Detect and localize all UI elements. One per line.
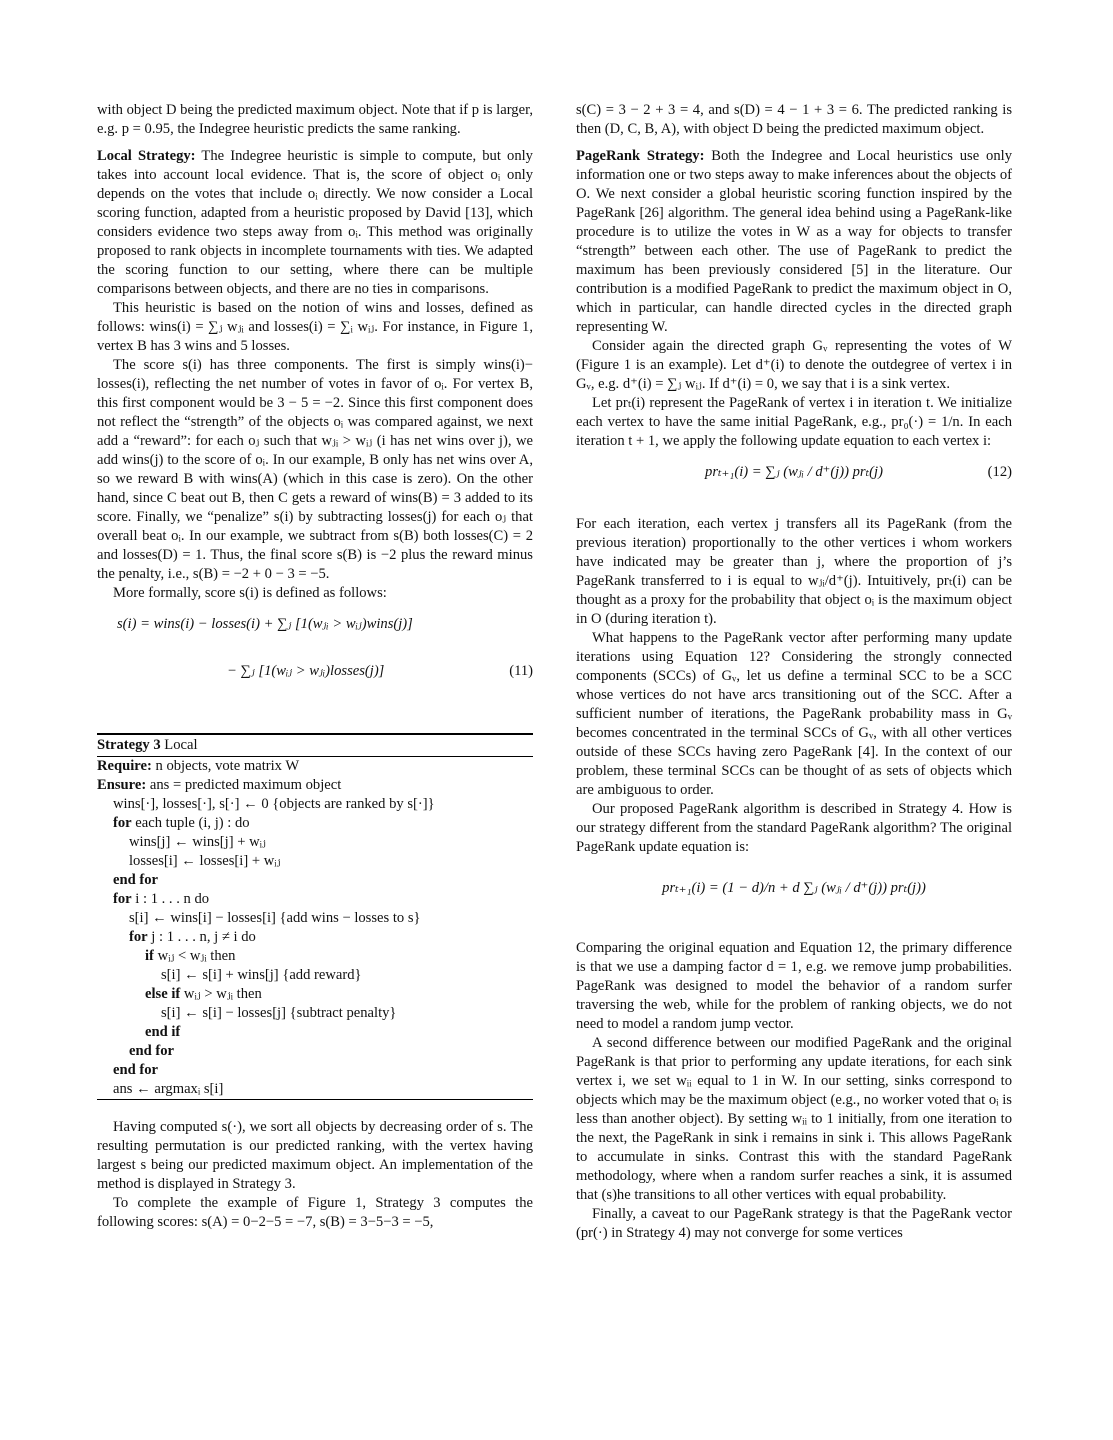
right-column: [576, 101, 1012, 1243]
algorithm-text: wins[j] ← wins[j] + wᵢⱼ: [129, 834, 266, 850]
algorithm-keyword: end for: [113, 1062, 158, 1078]
algorithm-line: [97, 776, 533, 795]
paragraph: Finally, a caveat to our PageRank strategy is that the PageRank vector (pr(·) in Strategy 4) may not converge for some vertices: [576, 1206, 1012, 1241]
equation-12: prₜ₊₁(i) = ∑ⱼ (wⱼᵢ / d⁺(j)) prₜ(j) (12): [705, 464, 1012, 480]
algorithm-text: i : 1 . . . n do: [131, 891, 210, 907]
algorithm-line: [97, 814, 533, 833]
paragraph: Let prₜ(i) represent the PageRank of vertex i in iteration t. We initialize each vertex to have the same initial PageRank, e.g., pr₀(·) = 1/n. In each iteration t + 1, we apply the following update equation to each vertex i:: [576, 395, 1012, 449]
algorithm-keyword: else if: [145, 986, 181, 1002]
algorithm-body: [97, 757, 533, 1099]
paragraph: Comparing the original equation and Equation 12, the primary difference is that we use a damping factor d = 1, e.g. we remove jump probabilities. PageRank was designed to model the behavior of a random surfer traversing the web, while for the problem of ranking objects, we do not need to model a random jump vector.: [576, 940, 1012, 1032]
algorithm-line: [97, 1042, 533, 1061]
algorithm-text: each tuple (i, j) : do: [131, 815, 250, 831]
left-column: [97, 101, 533, 1232]
algorithm-line: [97, 966, 533, 985]
algorithm-keyword: for: [113, 815, 132, 831]
algorithm-text: ans = predicted maximum object: [146, 777, 342, 793]
algorithm-text: losses[i] ← losses[i] + wᵢⱼ: [129, 853, 281, 869]
algorithm-line: [97, 985, 533, 1004]
paragraph: The score s(i) has three components. The first is simply wins(i)− losses(i), reflecting the net number of votes in favor of oᵢ. For vertex B, this first component would be 3 − 5 = −2. Since this first component does not reflect the “strength” of the objects oᵢ was compared against, we next add a “reward”: for each oⱼ such that wⱼᵢ > wᵢⱼ (i has net wins over j), we add wins(j) to the score of oᵢ. In our example, B only has net wins over A, so we reward B with wins(A) (which in this case is zero). On the other hand, since C beat out B, then C gets a reward of wins(B) = 3 added to its score. Finally, we “penalize” s(i) by subtracting losses(j) for each oⱼ that overall beat oᵢ. In our example, we subtract from s(B) both losses(C) = 2 and losses(D) = 1. Thus, the final score s(B) is −2 plus the reward minus the penalty, i.e., s(B) = −2 + 0 − 3 = −5.: [97, 357, 533, 582]
equation-number: (11): [509, 663, 533, 679]
algorithm-text: j : 1 . . . n, j ≠ i do: [147, 929, 256, 945]
algorithm-text: s[i] ← s[i] + wins[j] {add reward}: [161, 967, 362, 983]
paragraph: For each iteration, each vertex j transfers all its PageRank (from the previous iteration) proportionally to the other vertices i whom workers have indicated may be greater than j, where the proportion of j’s PageRank transferred to i is equal to wⱼᵢ/d⁺(j). Intuitively, prₜ(i) can be thought as a proxy for the probability that object oᵢ is the maximum object in O (during iteration t).: [576, 516, 1012, 627]
algorithm-line: [97, 1080, 533, 1099]
algorithm-strategy-3: [97, 733, 533, 1100]
algorithm-line: [97, 833, 533, 852]
algorithm-text: wins[·], losses[·], s[·] ← 0 {objects are ranked by s[·]}: [113, 796, 435, 812]
equation-11: s(i) = wins(i) − losses(i) + ∑ⱼ [1(wⱼᵢ > wᵢⱼ)wins(j)] − ∑ⱼ [1(wᵢⱼ > wⱼᵢ)losses(j)] (11): [117, 616, 533, 679]
algorithm-text: s[i] ← wins[i] − losses[i] {add wins − losses to s}: [129, 910, 421, 926]
algorithm-line: [97, 795, 533, 814]
algorithm-line: [97, 1004, 533, 1023]
algorithm-keyword: Require:: [97, 758, 152, 774]
algorithm-text: s[i] ← s[i] − losses[j] {subtract penalty}: [161, 1005, 397, 1021]
algorithm-keyword: for: [129, 929, 148, 945]
paragraph-local-strategy: Local Strategy: The Indegree heuristic is simple to compute, but only takes into account local evidence. That is, the score of object oᵢ only depends on the votes that include oᵢ directly. We now consider a Local scoring function, adapted from a heuristic proposed by David [13], which considers evidence two steps away from oᵢ. This method was originally proposed to rank objects in incomplete tournaments with ties. We adapted the scoring function to our setting, where there can be multiple comparisons between objects, and there are no ties in comparisons.: [97, 148, 533, 297]
algorithm-line: [97, 947, 533, 966]
algorithm-line: [97, 928, 533, 947]
algorithm-line: [97, 871, 533, 890]
paragraph-pagerank-strategy: PageRank Strategy: Both the Indegree and Local heuristics use only information one or two steps away to make inferences about the objects of O. We next consider a global heuristic scoring function inspired by the PageRank [26] algorithm. The general idea behind using a PageRank-like procedure is to utilize the votes in W as a way for objects to transfer “strength” between each other. The use of PageRank to predict the maximum has been previously considered [5] in the literature. Our contribution is a modified PageRank to predict the maximum object in O, which in particular, can handle directed cycles in the directed graph representing W.: [576, 148, 1012, 335]
paragraph: To complete the example of Figure 1, Strategy 3 computes the following scores: s(A) = 0−2−5 = −7, s(B) = 3−5−3 = −5,: [97, 1195, 533, 1230]
algorithm-keyword: Ensure:: [97, 777, 147, 793]
equation-original-pagerank: prₜ₊₁(i) = (1 − d)/n + d ∑ⱼ (wⱼᵢ / d⁺(j)) prₜ(j)): [662, 880, 926, 896]
algorithm-line: [97, 757, 533, 776]
section-heading: Local Strategy:: [97, 148, 196, 164]
algorithm-text: n objects, vote matrix W: [151, 758, 300, 774]
section-heading: PageRank Strategy:: [576, 148, 705, 164]
paragraph: What happens to the PageRank vector after performing many update iterations using Equation 12? Considering the strongly connected components (SCCs) of Gᵥ, let us define a terminal SCC to be a SCC whose vertices do not have arcs transitioning out of the SCC. After a sufficient number of iterations, the PageRank probability mass in Gᵥ becomes concentrated in the terminal SCCs of Gᵥ, with all other vertices outside of these SCCs having zero PageRank [4]. In the context of our problem, these terminal SCCs can be thought of as sets of objects which are ambiguous to order.: [576, 630, 1012, 798]
paragraph: with object D being the predicted maximum object. Note that if p is larger, e.g. p = 0.95, the Indegree heuristic predicts the same ranking.: [97, 102, 533, 137]
algorithm-keyword: for: [113, 891, 132, 907]
algorithm-keyword: end for: [113, 872, 158, 888]
paragraph: Consider again the directed graph Gᵥ representing the votes of W (Figure 1 is an example). Let d⁺(i) to denote the outdegree of vertex i in Gᵥ, e.g. d⁺(i) = ∑ⱼ wᵢⱼ. If d⁺(i) = 0, we say that i is a sink vertex.: [576, 338, 1012, 392]
algorithm-text: ans ← argmaxᵢ s[i]: [113, 1081, 224, 1097]
paragraph: More formally, score s(i) is defined as follows:: [113, 585, 387, 601]
paragraph: s(C) = 3 − 2 + 3 = 4, and s(D) = 4 − 1 + 3 = 6. The predicted ranking is then (D, C, B, A), with object D being the predicted maximum object.: [576, 102, 1012, 137]
paragraph: This heuristic is based on the notion of wins and losses, defined as follows: wins(i) = ∑ⱼ wⱼᵢ and losses(i) = ∑ᵢ wᵢⱼ. For instance, in Figure 1, vertex B has 3 wins and 5 losses.: [97, 300, 533, 354]
paragraph: Having computed s(·), we sort all objects by decreasing order of s. The resulting permutation is our predicted ranking, with the vertex having largest s being our predicted maximum object. An implementation of the method is displayed in Strategy 3.: [97, 1119, 533, 1192]
algorithm-line: [97, 909, 533, 928]
paragraph: Our proposed PageRank algorithm is described in Strategy 4. How is our strategy different from the standard PageRank algorithm? The original PageRank update equation is:: [576, 801, 1012, 855]
algorithm-keyword: if: [145, 948, 154, 964]
algorithm-keyword: end for: [129, 1043, 174, 1059]
equation-number: (12): [987, 464, 1012, 480]
algorithm-text: wᵢⱼ < wⱼᵢ then: [153, 948, 236, 964]
algorithm-line: [97, 1061, 533, 1080]
algorithm-title: Strategy 3 Local: [97, 735, 533, 757]
algorithm-line: [97, 890, 533, 909]
algorithm-line: [97, 1023, 533, 1042]
paragraph: A second difference between our modified PageRank and the original PageRank is that prior to performing any update iterations, for each sink vertex i, we set wᵢᵢ equal to 1 in W. In our setting, sinks correspond to objects which may be the maximum object (e.g., no worker voted that oᵢ is less than another object). By setting wᵢᵢ to 1 initially, from one iteration to the next, the PageRank in sink i remains in sink i. This allows PageRank to accumulate in sinks. Contrast this with the standard PageRank methodology, where when a random surfer reaches a sink, it is assumed that (s)he transitions to all other vertices with equal probability.: [576, 1035, 1012, 1203]
algorithm-line: [97, 852, 533, 871]
algorithm-keyword: end if: [145, 1024, 181, 1040]
algorithm-text: wᵢⱼ > wⱼᵢ then: [180, 986, 262, 1002]
